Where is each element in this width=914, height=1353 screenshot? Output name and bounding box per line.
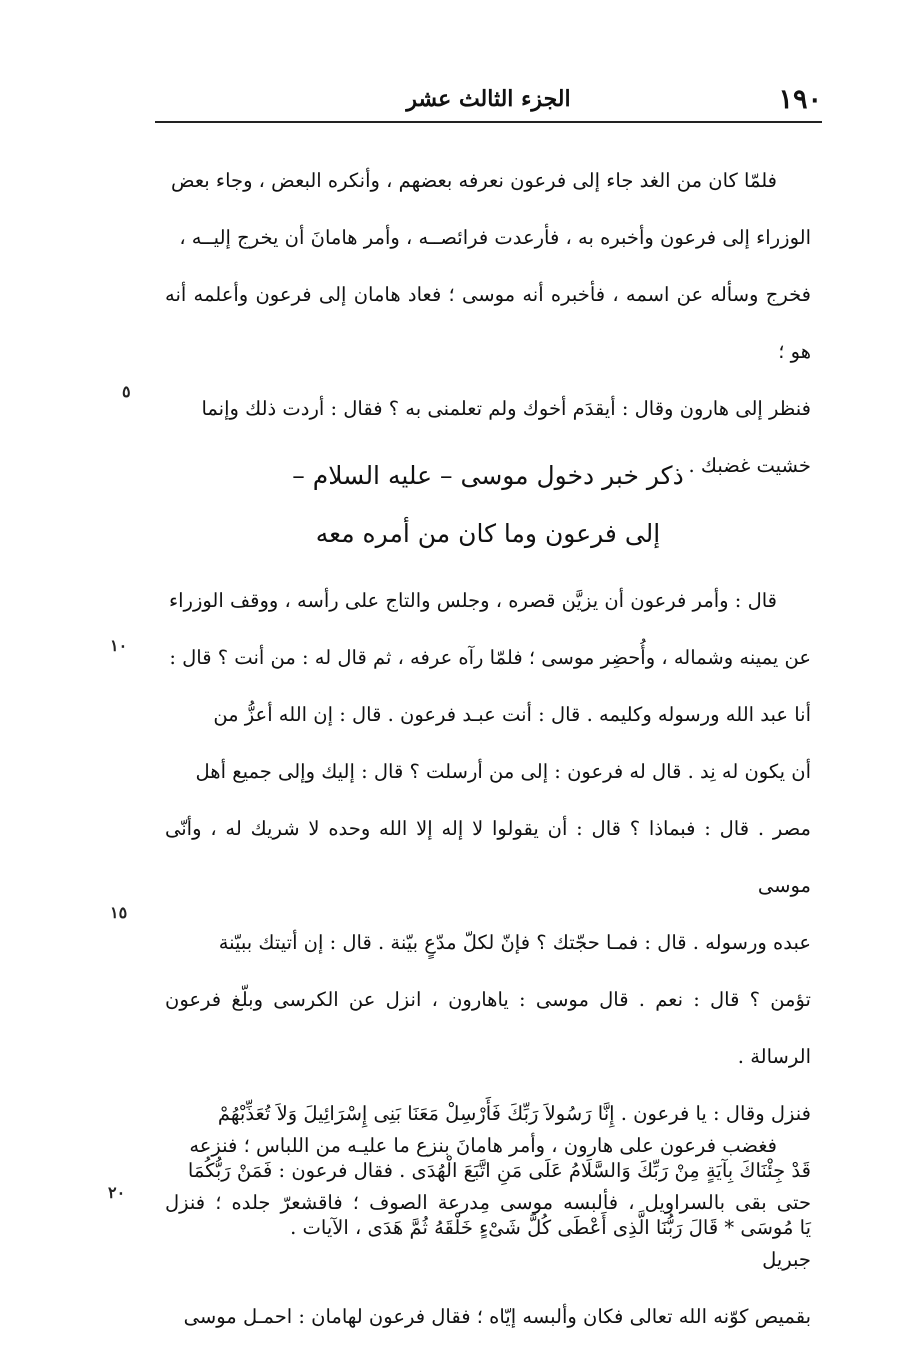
line-number-marker: ١٥ <box>110 903 128 922</box>
text-line: عن يمينه وشماله ، وأُحضِر موسى ؛ فلمّا رآه عرفه ، ثم قال له : من أنت ؟ قال : <box>169 646 811 669</box>
quran-line: قَدْ جِئْنَاكَ بِآيَةٍ مِنْ رَبِّكَ وَالسَّلَامُ عَلَى مَنِ اتَّبَعَ الْهُدَى . فقال فرعون : فَمَنْ رَبُّكُمَا <box>187 1159 811 1182</box>
header-rule <box>155 121 822 123</box>
text-line: عبده ورسوله . قال : فمـا حجّتك ؟ فإنّ لكلّ مدّعٍ بيّنة . قال : إن أتيتك ببيّنة <box>218 931 811 954</box>
quran-line: يَا مُوسَى * قَالَ رَبُّنَا الَّذِى أَعْطَى كُلَّ شَىْءٍ خَلْقَهُ ثُمَّ هَدَى ، الآيات . <box>290 1216 811 1239</box>
text-line: فنظر إلى هارون وقال : أيقدَم أخوك ولم تعلمنى به ؟ فقال : أردت ذلك وإنما <box>201 397 811 420</box>
text-line: حتى بقى بالسراويل ، فألبسه موسى مِدرعة الصوف ؛ فاقشعرّ جلده ؛ فنزل جبريل <box>165 1191 811 1271</box>
line-number-marker: ١٠ <box>110 636 128 655</box>
text-line: فلمّا كان من الغد جاء إلى فرعون نعرفه بعضهم ، وأنكره البعض ، وجاء بعض <box>170 169 777 192</box>
section-heading-line-1: ذكر خبر دخول موسى – عليه السلام – <box>292 461 684 490</box>
text-line: فغضب فرعون على هارون ، وأمر هامانَ بنزع ما عليـه من اللباس ؛ فنزعه <box>189 1134 777 1157</box>
page-header <box>155 78 822 120</box>
text-line: قال : وأمر فرعون أن يزيَّن قصره ، وجلس والتاج على رأسه ، ووقف الوزراء <box>168 589 777 612</box>
section-heading-line-2: إلى فرعون وما كان من أمره معه <box>315 519 661 548</box>
page-number: ١٩٠ <box>778 84 822 115</box>
text-line: أن يكون له نِد . قال له فرعون : إلى من أرسلت ؟ قال : إليك وإلى جميع أهل <box>195 760 811 783</box>
text-line: الوزراء إلى فرعون وأخبره به ، فأرعدت فرائصــه ، وأمر هامانَ أن يخرج إليــه ، <box>179 226 811 249</box>
text-line: تؤمن ؟ قال : نعم . قال موسى : ياهارون ، انزل عن الكرسى وبلّغ فرعون الرسالة . <box>165 988 811 1068</box>
paragraph-3 <box>165 1117 811 1345</box>
line-number-marker: ٢٠ <box>108 1183 126 1202</box>
line-number-marker: ٥ <box>122 382 131 401</box>
text-line: أنا عبد الله ورسوله وكليمه . قال : أنت عبـد فرعون . قال : إن الله أعزُّ من <box>213 703 811 726</box>
quran-line: فنزل وقال : يا فرعون . إِنَّا رَسُولاَ رَبِّكَ فَأَرْسِلْ مَعَنَا بَنِى إِسْرَائِيلَ وَلاَ تُعَذِّبْهُمْ <box>217 1102 811 1125</box>
text-line: بقميص كوّنه الله تعالى فكان وألبسه إيّاه ؛ فقال فرعون لهامان : احمـل موسى <box>183 1305 811 1328</box>
text-line: فخرج وسأله عن اسمه ، فأخبره أنه موسى ؛ فعاد هامان إلى فرعون وأعلمه أنه هو ؛ <box>165 283 811 363</box>
running-title: الجزء الثالث عشر <box>406 86 571 112</box>
text-line: خشيت غضبك . <box>688 454 811 477</box>
text-line: مصر . قال : فبماذا ؟ قال : أن يقولوا لا إله إلا الله وحده لا شريك له ، وأنّى موسى <box>165 817 811 897</box>
paragraph-1 <box>165 152 811 494</box>
